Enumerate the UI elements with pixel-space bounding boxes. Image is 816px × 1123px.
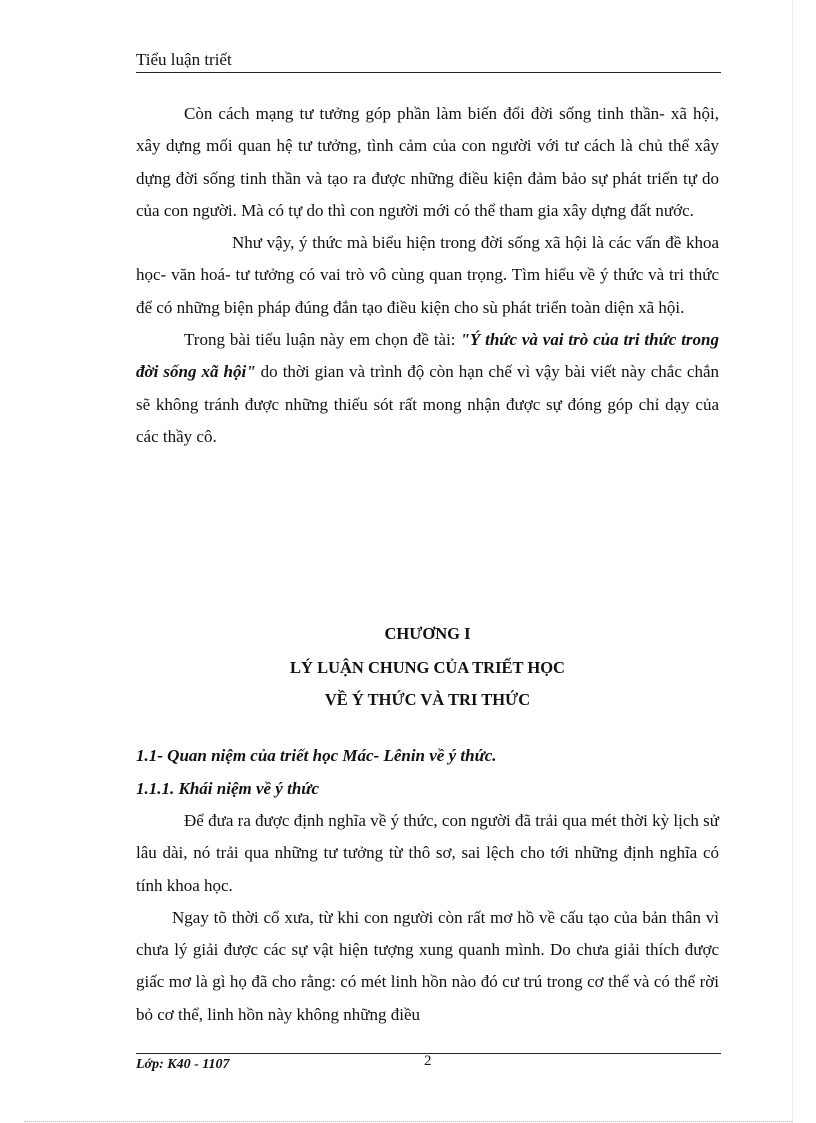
page-border-bottom [24, 1121, 792, 1122]
intro-paragraph-3 [136, 324, 719, 453]
intro-section [136, 98, 719, 453]
intro-paragraph-1: Còn cách mạng tư tưởng góp phần làm biến đổi đời sống tinh thần- xã hội, xây dựng mối quan hệ tư tưởng, tình cảm của con người với tư cách là chủ thể xây dựng đời sống tinh thần và tạo ra được những điều kiện đảm bảo sự phát triển tự do của con người. Mà có tự do thì con người mới có thể tham gia xây dựng đất nước. [136, 104, 719, 220]
intro-paragraph-2: Như vậy, ý thức mà biểu hiện trong đời sống xã hội là các vấn đề khoa học- văn hoá- tư tưởng có vai trò vô cùng quan trọng. Tìm hiểu về ý thức và tri thức để có những biện pháp đúng đắn tạo điều kiện cho sù phát triển toàn diện xã hội. [136, 233, 719, 317]
chapter-number: CHƯƠNG I [384, 624, 471, 643]
header-title: Tiểu luận triết [136, 50, 232, 69]
section-heading-1-1-1: 1.1.1. Khái niệm về ý thức [136, 779, 320, 798]
page-number: 2 [424, 1053, 432, 1069]
intro-p3-tail: do thời gian và trình độ còn hạn chế vì vậy bài viết này chắc chắn sẽ không tránh được những thiếu sót rất mong nhận được sự đóng góp chỉ dạy của các thầy cô. [136, 362, 719, 446]
page-border-right [792, 0, 793, 1123]
topic-title: "Ý thức và vai trò của tri thức trong đời sống xã hội" [136, 330, 719, 382]
concept-paragraph-2: Ngay tõ thời cổ xưa, từ khi con người còn rất mơ hồ về cấu tạo của bản thân vì chưa lý giải được các sự vật hiện tượng xung quanh mình. Do chưa giải thích được giấc mơ là gì họ đã cho rằng: có mét linh hồn nào đó cư trú trong cơ thể và có thể rời bỏ cơ thể, linh hồn này không những điều [136, 907, 719, 1024]
concept-section [136, 805, 719, 1031]
footer-class-label: Lớp: K40 - 1107 [136, 1057, 230, 1072]
section-heading-1-1: 1.1- Quan niệm của triết học Mác- Lênin về ý thức. [136, 746, 497, 765]
concept-paragraph-1: Để đưa ra được định nghĩa về ý thức, con người đã trải qua mét thời kỳ lịch sử lâu dài, nó trải qua những tư tưởng từ thô sơ, sai lệch cho tới những định nghĩa có tính khoa học. [136, 811, 719, 895]
intro-p3-lead: Trong bài tiểu luận này em chọn đề tài: [184, 330, 461, 350]
chapter-title-line-1: LÝ LUẬN CHUNG CỦA TRIẾT HỌC [290, 658, 565, 677]
page-header [136, 50, 721, 73]
chapter-title-line-2: VỀ Ý THỨC VÀ TRI THỨC [324, 690, 531, 709]
